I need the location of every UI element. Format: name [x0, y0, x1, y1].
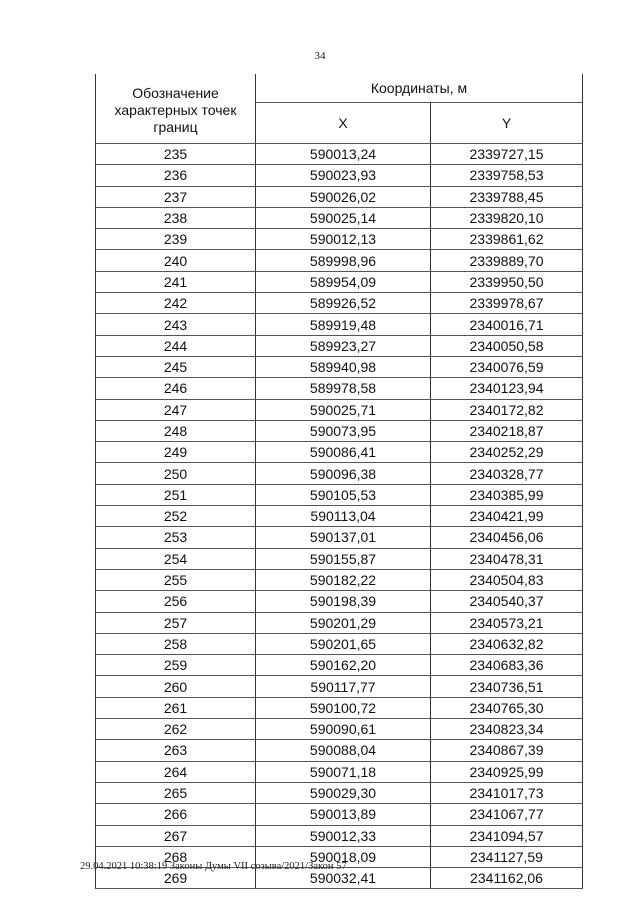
point-number-cell: 235 [96, 144, 256, 165]
x-coordinate-cell: 590025,14 [256, 207, 431, 228]
y-coordinate-cell: 2339727,15 [431, 144, 583, 165]
point-number-cell: 262 [96, 719, 256, 740]
y-coordinate-cell: 2340573,21 [431, 612, 583, 633]
y-coordinate-cell: 2340385,99 [431, 484, 583, 505]
point-number-cell: 266 [96, 804, 256, 825]
table-row [96, 484, 583, 505]
table-row [96, 207, 583, 228]
point-number-cell: 258 [96, 633, 256, 654]
table-row [96, 271, 583, 292]
y-coordinate-cell: 2339820,10 [431, 207, 583, 228]
point-number-cell: 263 [96, 740, 256, 761]
x-coordinate-cell: 590032,41 [256, 868, 431, 889]
table-row [96, 825, 583, 846]
point-number-cell: 254 [96, 548, 256, 569]
x-coordinate-cell: 590198,39 [256, 591, 431, 612]
y-coordinate-cell: 2340823,34 [431, 719, 583, 740]
x-coordinate-cell: 590201,29 [256, 612, 431, 633]
point-number-cell: 256 [96, 591, 256, 612]
point-number-cell: 243 [96, 314, 256, 335]
table-row [96, 442, 583, 463]
table-row [96, 250, 583, 271]
x-coordinate-cell: 589940,98 [256, 356, 431, 377]
table-row [96, 697, 583, 718]
point-number-cell: 241 [96, 271, 256, 292]
point-number-cell: 261 [96, 697, 256, 718]
y-coordinate-cell: 2340867,39 [431, 740, 583, 761]
point-number-cell: 237 [96, 186, 256, 207]
point-number-cell: 257 [96, 612, 256, 633]
x-coordinate-cell: 589923,27 [256, 335, 431, 356]
x-coordinate-cell: 590013,89 [256, 804, 431, 825]
x-coordinate-cell: 590018,09 [256, 846, 431, 867]
x-coordinate-cell: 589954,09 [256, 271, 431, 292]
point-number-cell: 251 [96, 484, 256, 505]
x-coordinate-cell: 590012,13 [256, 229, 431, 250]
table-row [96, 719, 583, 740]
table-row [96, 740, 583, 761]
x-coordinate-cell: 589919,48 [256, 314, 431, 335]
y-coordinate-cell: 2340504,83 [431, 569, 583, 590]
table-row [96, 314, 583, 335]
point-number-cell: 259 [96, 655, 256, 676]
x-coordinate-cell: 590029,30 [256, 782, 431, 803]
x-coordinate-cell: 590025,71 [256, 399, 431, 420]
point-number-cell: 252 [96, 506, 256, 527]
y-coordinate-cell: 2340016,71 [431, 314, 583, 335]
y-column-header: Y [431, 103, 583, 144]
x-coordinate-cell: 590113,04 [256, 506, 431, 527]
table-row [96, 804, 583, 825]
x-coordinate-cell: 590105,53 [256, 484, 431, 505]
table-row [96, 569, 583, 590]
point-number-cell: 239 [96, 229, 256, 250]
table-row [96, 782, 583, 803]
x-coordinate-cell: 590012,33 [256, 825, 431, 846]
point-number-cell: 242 [96, 293, 256, 314]
y-coordinate-cell: 2340632,82 [431, 633, 583, 654]
x-column-header: X [256, 103, 431, 144]
coordinates-table [95, 74, 583, 889]
point-number-cell: 260 [96, 676, 256, 697]
y-coordinate-cell: 2341067,77 [431, 804, 583, 825]
y-coordinate-cell: 2341162,06 [431, 868, 583, 889]
table-row [96, 633, 583, 654]
x-coordinate-cell: 590026,02 [256, 186, 431, 207]
table-row [96, 761, 583, 782]
point-number-cell: 248 [96, 420, 256, 441]
y-coordinate-cell: 2340540,37 [431, 591, 583, 612]
point-number-cell: 267 [96, 825, 256, 846]
table-row [96, 165, 583, 186]
table-row [96, 527, 583, 548]
table-row [96, 506, 583, 527]
x-coordinate-cell: 590162,20 [256, 655, 431, 676]
y-coordinate-cell: 2339861,62 [431, 229, 583, 250]
y-coordinate-cell: 2340478,31 [431, 548, 583, 569]
y-coordinate-cell: 2340252,29 [431, 442, 583, 463]
point-number-cell: 247 [96, 399, 256, 420]
point-number-cell: 255 [96, 569, 256, 590]
x-coordinate-cell: 589978,58 [256, 378, 431, 399]
table-row [96, 420, 583, 441]
page-number: 34 [314, 50, 326, 62]
point-number-cell: 246 [96, 378, 256, 399]
y-coordinate-cell: 2339950,50 [431, 271, 583, 292]
table-row [96, 612, 583, 633]
x-coordinate-cell: 590100,72 [256, 697, 431, 718]
table-row [96, 463, 583, 484]
y-coordinate-cell: 2339758,53 [431, 165, 583, 186]
point-number-cell: 245 [96, 356, 256, 377]
y-coordinate-cell: 2340925,99 [431, 761, 583, 782]
point-number-cell: 236 [96, 165, 256, 186]
table-row [96, 229, 583, 250]
x-coordinate-cell: 590096,38 [256, 463, 431, 484]
table-row [96, 144, 583, 165]
point-number-cell: 244 [96, 335, 256, 356]
y-coordinate-cell: 2340456,06 [431, 527, 583, 548]
y-coordinate-cell: 2341094,57 [431, 825, 583, 846]
table-body [96, 144, 583, 889]
y-coordinate-cell: 2340172,82 [431, 399, 583, 420]
x-coordinate-cell: 590117,77 [256, 676, 431, 697]
y-coordinate-cell: 2340736,51 [431, 676, 583, 697]
coordinates-header: Координаты, м [256, 74, 583, 103]
x-coordinate-cell: 590201,65 [256, 633, 431, 654]
table-row [96, 591, 583, 612]
point-designation-header: Обозначение характерных точек границ [96, 74, 256, 144]
x-coordinate-cell: 590182,22 [256, 569, 431, 590]
point-number-cell: 253 [96, 527, 256, 548]
table-header [96, 74, 583, 144]
y-coordinate-cell: 2340765,30 [431, 697, 583, 718]
table-row [96, 356, 583, 377]
y-coordinate-cell: 2339788,45 [431, 186, 583, 207]
x-coordinate-cell: 590086,41 [256, 442, 431, 463]
table-row [96, 335, 583, 356]
table-row [96, 186, 583, 207]
point-number-cell: 250 [96, 463, 256, 484]
point-number-cell: 268 [96, 846, 256, 867]
x-coordinate-cell: 589926,52 [256, 293, 431, 314]
x-coordinate-cell: 590090,61 [256, 719, 431, 740]
x-coordinate-cell: 590073,95 [256, 420, 431, 441]
x-coordinate-cell: 590088,04 [256, 740, 431, 761]
y-coordinate-cell: 2339978,67 [431, 293, 583, 314]
point-number-cell: 240 [96, 250, 256, 271]
table-row [96, 548, 583, 569]
y-coordinate-cell: 2340683,36 [431, 655, 583, 676]
y-coordinate-cell: 2340421,99 [431, 506, 583, 527]
point-number-cell: 238 [96, 207, 256, 228]
y-coordinate-cell: 2340328,77 [431, 463, 583, 484]
y-coordinate-cell: 2341017,73 [431, 782, 583, 803]
x-coordinate-cell: 590137,01 [256, 527, 431, 548]
table-row [96, 399, 583, 420]
table-row [96, 676, 583, 697]
y-coordinate-cell: 2340076,59 [431, 356, 583, 377]
point-number-cell: 269 [96, 868, 256, 889]
x-coordinate-cell: 590071,18 [256, 761, 431, 782]
table-row [96, 293, 583, 314]
x-coordinate-cell: 590155,87 [256, 548, 431, 569]
y-coordinate-cell: 2341127,59 [431, 846, 583, 867]
x-coordinate-cell: 590013,24 [256, 144, 431, 165]
point-number-cell: 264 [96, 761, 256, 782]
y-coordinate-cell: 2340123,94 [431, 378, 583, 399]
y-coordinate-cell: 2340218,87 [431, 420, 583, 441]
x-coordinate-cell: 590023,93 [256, 165, 431, 186]
table-row [96, 655, 583, 676]
document-footer: 29.04.2021 10:38:19 Законы Думы VII созыва/2021/Закон 57 [80, 861, 347, 872]
table-row [96, 378, 583, 399]
point-number-cell: 249 [96, 442, 256, 463]
y-coordinate-cell: 2339889,70 [431, 250, 583, 271]
x-coordinate-cell: 589998,96 [256, 250, 431, 271]
point-number-cell: 265 [96, 782, 256, 803]
y-coordinate-cell: 2340050,58 [431, 335, 583, 356]
